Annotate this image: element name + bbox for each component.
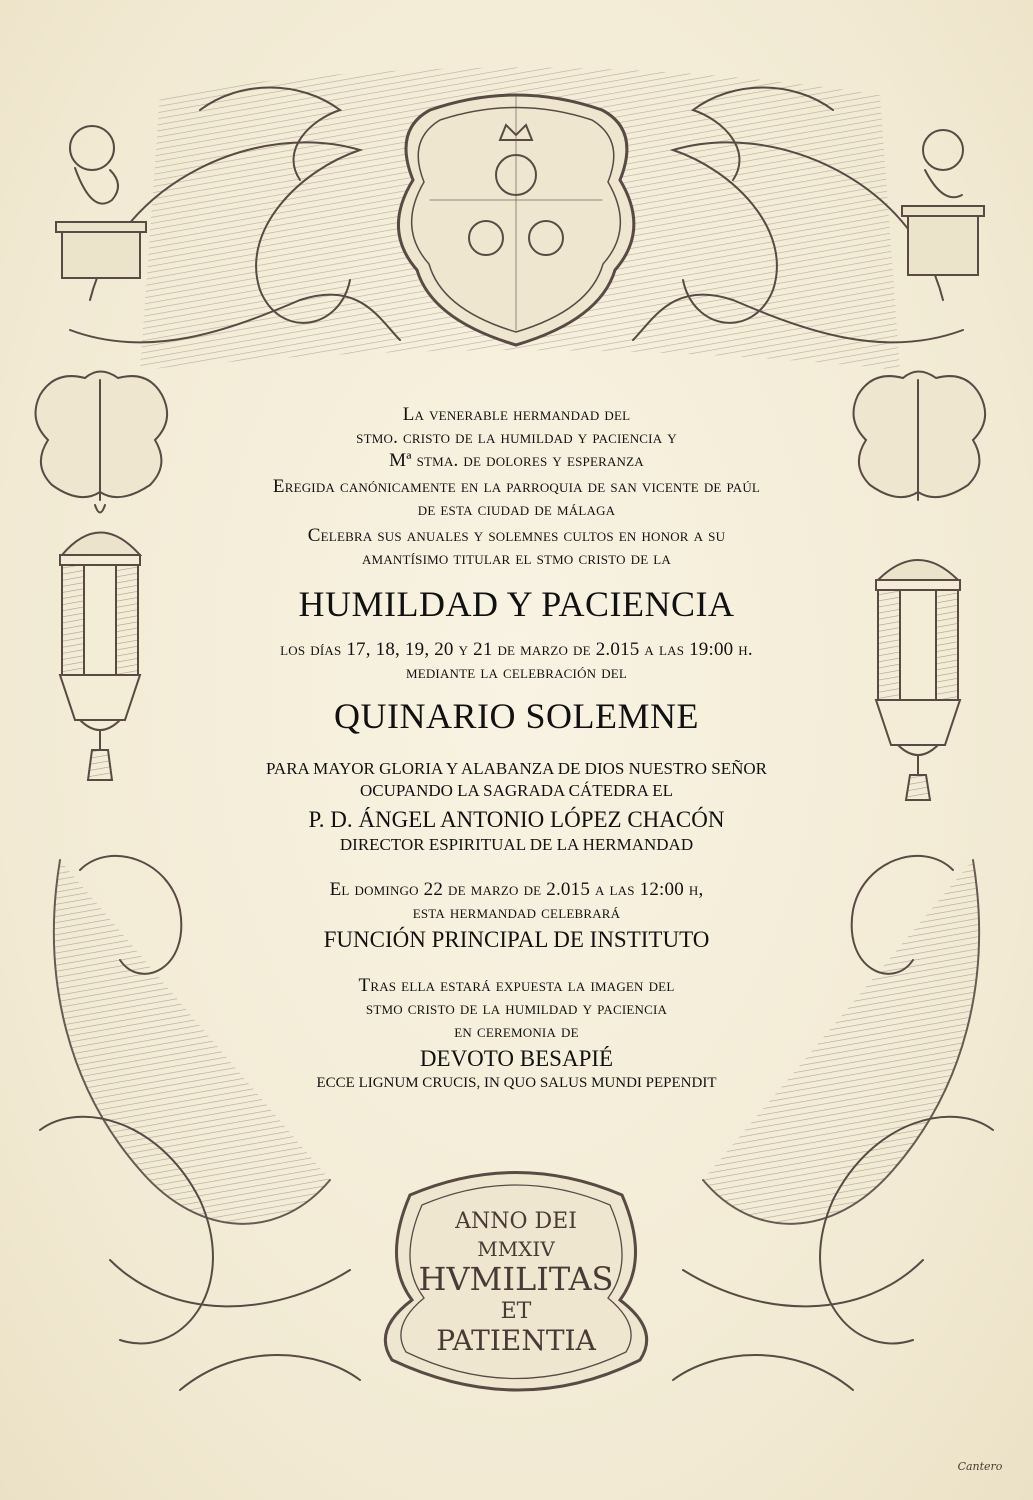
intro-line3: Mª stma. de dolores y esperanza bbox=[389, 450, 644, 471]
besapie-line2: stmo cristo de la humildad y paciencia bbox=[365, 998, 668, 1019]
besapie-title: DEVOTO BESAPIÉ bbox=[419, 1046, 614, 1071]
cartouche-line4: ET bbox=[500, 1299, 532, 1324]
preacher-role: DIRECTOR ESPIRITUAL DE LA HERMANDAD bbox=[339, 835, 694, 854]
function-line2: esta hermandad celebrará bbox=[412, 902, 621, 923]
titular-heading: HUMILDAD Y PACIENCIA bbox=[298, 584, 735, 624]
preacher-name: P. D. ÁNGEL ANTONIO LÓPEZ CHACÓN bbox=[308, 807, 725, 832]
latin-motto: ECCE LIGNUM CRUCIS, IN QUO SALUS MUNDI PEPENDIT bbox=[316, 1075, 717, 1091]
cartouche-line5: PATIENTIA bbox=[436, 1324, 596, 1357]
intro-line6: Celebra sus anuales y solemnes cultos en honor a su bbox=[307, 525, 726, 546]
preacher-line2: OCUPANDO LA SAGRADA CÁTEDRA EL bbox=[360, 781, 673, 800]
intro-line4: Eregida canónicamente en la parroquia de san vicente de paúl bbox=[272, 476, 761, 497]
besapie-line1: Tras ella estará expuesta la imagen del bbox=[358, 975, 675, 996]
dates-line2: mediante la celebración del bbox=[405, 662, 628, 683]
preacher-line1: PARA MAYOR GLORIA Y ALABANZA DE DIOS NUESTRO SEÑOR bbox=[266, 759, 767, 778]
function-line1: El domingo 22 de marzo de 2.015 a las 12:00 h, bbox=[329, 879, 704, 900]
quinario-heading: QUINARIO SOLEMNE bbox=[334, 696, 699, 736]
artist-signature: Cantero bbox=[957, 1460, 1003, 1473]
dates-line1: los días 17, 18, 19, 20 y 21 de marzo de 2.015 a las 19:00 h. bbox=[280, 639, 753, 660]
function-title: FUNCIÓN PRINCIPAL DE INSTITUTO bbox=[323, 927, 710, 952]
intro-line7: amantísimo titular el stmo cristo de la bbox=[361, 548, 672, 569]
intro-line5: de esta ciudad de málaga bbox=[417, 499, 616, 520]
intro-line2: stmo. cristo de la humildad y paciencia y bbox=[356, 427, 677, 448]
announcement-text bbox=[180, 403, 853, 1093]
cartouche-line1: ANNO DEI bbox=[455, 1209, 577, 1234]
intro-line1: La venerable hermandad del bbox=[402, 404, 631, 425]
besapie-line3: en ceremonia de bbox=[454, 1021, 579, 1042]
cartouche-line2: MMXIV bbox=[477, 1237, 555, 1261]
cartouche-line3: HVMILITAS bbox=[418, 1260, 614, 1298]
